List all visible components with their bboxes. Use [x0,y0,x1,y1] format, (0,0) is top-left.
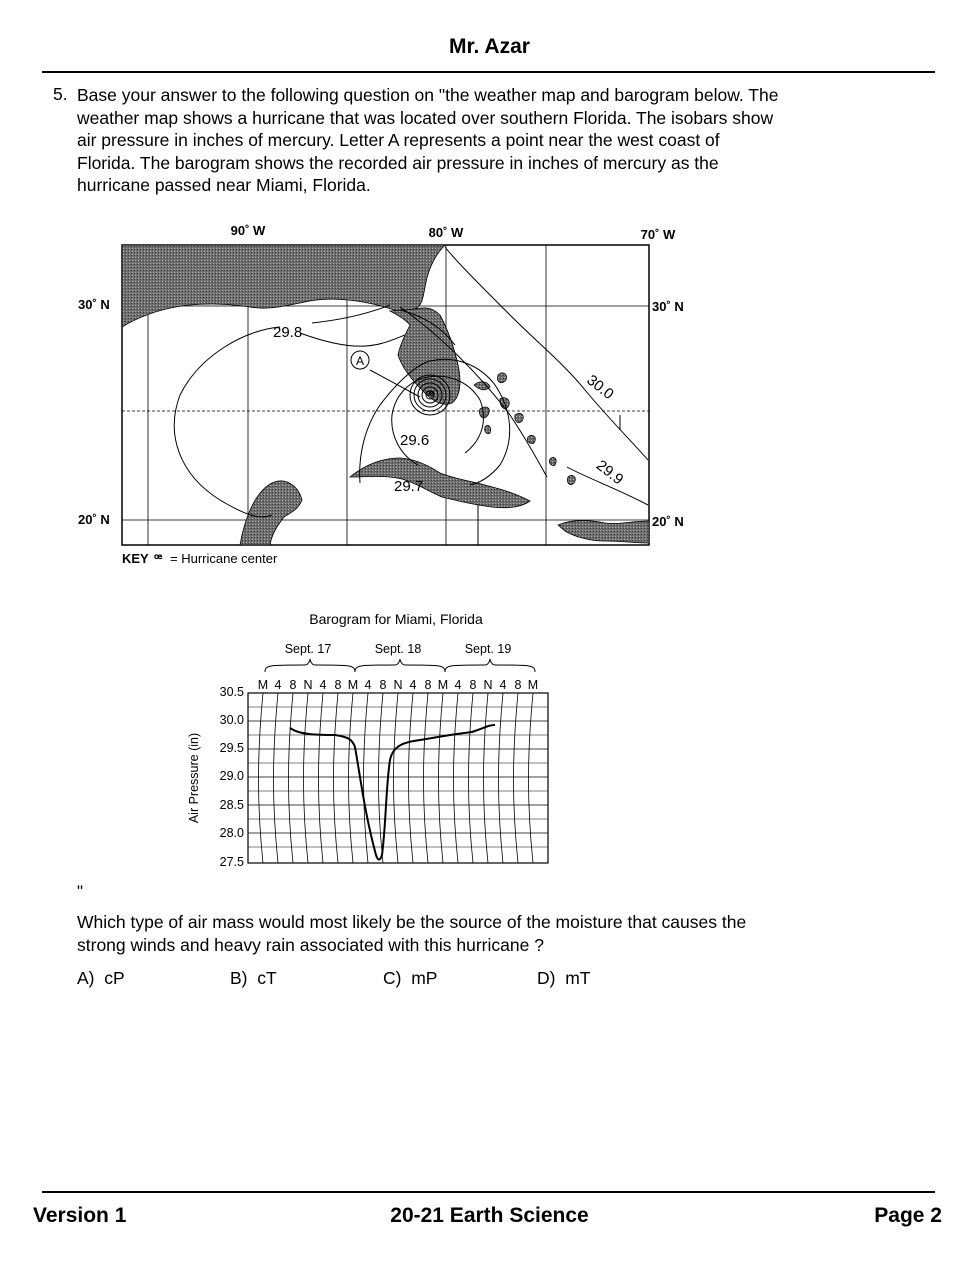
time-label: 4 [409,678,417,692]
question-line: air pressure in inches of mercury. Letter A represents a point near the west coast of [77,130,720,151]
page-header-title: Mr. Azar [449,35,530,58]
time-label: 4 [319,678,327,692]
question-number: 5. [53,84,68,104]
choice-letter: B) [230,968,248,988]
choice-text: mT [565,968,591,988]
time-label: 8 [424,678,432,692]
time-label: M [437,678,449,692]
time-label: 8 [289,678,297,692]
barogram-frame [248,693,548,863]
longitude-label-80w: 80˚ W [428,225,464,240]
choice-b[interactable] [230,968,277,989]
choice-letter: C) [383,968,402,988]
choice-letter: A) [77,968,95,988]
choice-text: cT [257,968,277,988]
time-label: 4 [364,678,372,692]
y-tick-label: 29.0 [219,769,244,783]
day-label-sept-17: Sept. 17 [284,642,332,656]
question-stem [77,84,877,197]
y-tick-label: 28.5 [219,798,244,812]
time-label: 8 [469,678,477,692]
prompt-line: Which type of air mass would most likely be the source of the moisture that causes the [77,912,747,932]
time-label: M [257,678,269,692]
y-tick-label: 28.0 [219,826,244,840]
time-label: 8 [379,678,387,692]
choice-text: cP [104,968,125,988]
footer-page-number: Page 2 [874,1204,942,1227]
map-key-symbol: ꟹ [154,551,163,566]
time-label: 8 [514,678,522,692]
barogram-grid [248,693,548,863]
point-a-label: A [355,354,365,368]
latitude-label-20n-left: 20˚ N [78,512,110,527]
figure [60,215,720,880]
time-label: N [483,678,493,692]
choice-c[interactable] [383,968,437,989]
choice-a[interactable] [77,968,125,989]
y-tick-label: 30.0 [219,713,244,727]
question-prompt [77,911,746,956]
time-label: 4 [274,678,282,692]
day-label-sept-19: Sept. 19 [464,642,512,656]
time-label: 4 [454,678,462,692]
time-label: N [303,678,313,692]
barogram-ylabel: Air Pressure (in) [187,732,201,824]
question-line: Florida. The barogram shows the recorded air pressure in inches of mercury as the [77,152,719,173]
longitude-label-90w: 90˚ W [230,223,266,238]
time-label: M [527,678,539,692]
footer-rule [42,1191,935,1193]
closing-quote: " [77,882,84,901]
question-line: Base your answer to the following question on "the weather map and barogram below. The [77,85,779,105]
latitude-label-30n-right: 30˚ N [652,299,684,314]
barogram [187,611,548,869]
y-tick-labels [220,685,244,869]
hurricane-center-symbol: ꟹ [425,387,435,403]
day-label-sept-18: Sept. 18 [374,642,422,656]
day-braces [265,659,535,672]
choice-d[interactable] [537,968,590,989]
y-tick-label: 27.5 [219,855,244,869]
latitude-label-20n-right: 20˚ N [652,514,684,529]
time-label: 4 [499,678,507,692]
header-rule [42,71,935,73]
time-labels [258,678,538,692]
time-label: 8 [334,678,342,692]
footer-course: 20-21 Earth Science [390,1204,589,1227]
barogram-title: Barogram for Miami, Florida [309,611,483,627]
weather-map-and-barogram [60,215,720,875]
isobar-label-29.8: 29.8 [273,324,303,341]
isobar-label-29.6: 29.6 [400,432,430,449]
time-label: M [347,678,359,692]
y-tick-label: 29.5 [219,741,244,755]
choice-letter: D) [537,968,556,988]
weather-map [78,223,684,566]
isobar-label-29.7: 29.7 [394,478,424,495]
choice-text: mP [411,968,438,988]
isobar-label-30.0: 30.0 [583,371,617,404]
y-tick-label: 30.5 [219,685,244,699]
map-key-label: KEY [122,551,149,566]
latitude-label-30n-left: 30˚ N [78,297,110,312]
question-line: weather map shows a hurricane that was located over southern Florida. The isobars show [77,107,774,128]
footer-version: Version 1 [33,1204,127,1227]
longitude-label-70w: 70˚ W [640,227,676,242]
prompt-line: strong winds and heavy rain associated with this hurricane ? [77,934,544,955]
isobar-label-29.9: 29.9 [592,456,627,489]
time-label: N [393,678,403,692]
question-line: hurricane passed near Miami, Florida. [77,175,371,196]
map-key-text: = Hurricane center [170,551,278,566]
